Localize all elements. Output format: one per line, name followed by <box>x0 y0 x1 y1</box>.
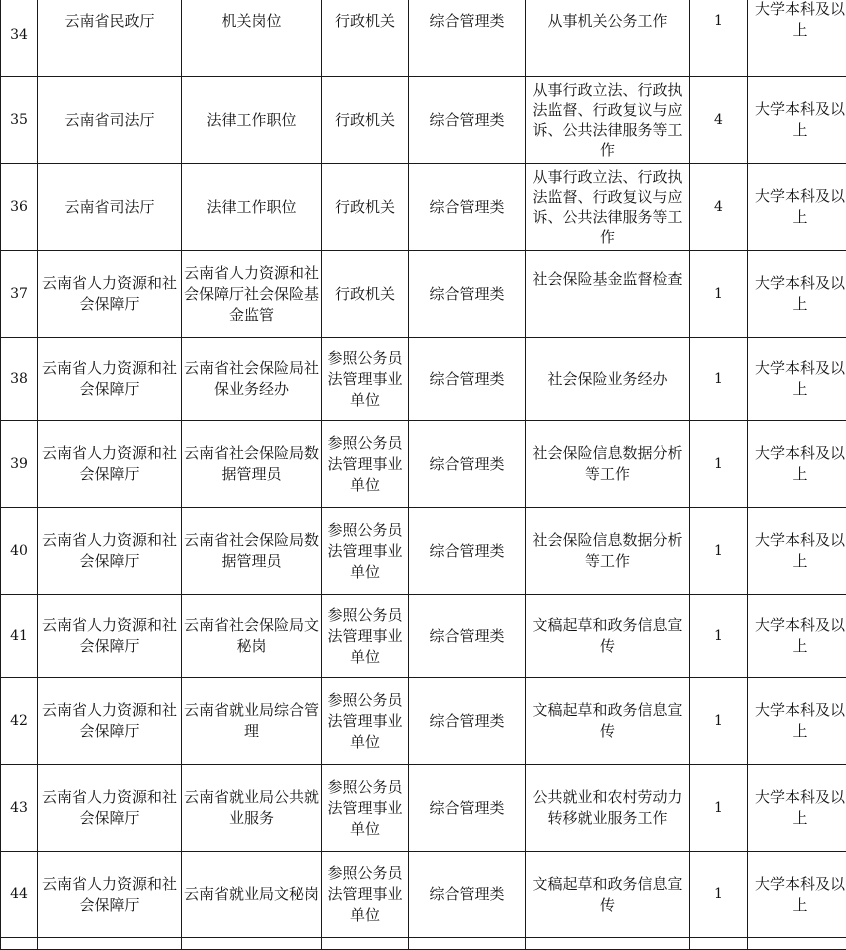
table-row <box>1 251 846 338</box>
department: 云南省司法厅 <box>38 164 182 251</box>
hiring-count: 1 <box>690 765 748 852</box>
organization-type: 行政机关 <box>322 0 409 77</box>
education-requirement: 大学本科及以上 <box>748 678 846 765</box>
department: 云南省人力资源和社会保障厅 <box>38 765 182 852</box>
position-category: 综合管理类 <box>409 678 526 765</box>
position-name: 云南省就业局文秘岗 <box>182 852 322 938</box>
department: 云南省人力资源和社会保障厅 <box>38 678 182 765</box>
position-name: 机关岗位 <box>182 0 322 77</box>
row-number: 40 <box>1 508 38 595</box>
hiring-count: 1 <box>690 0 748 77</box>
position-name: 云南省就业局公共就业服务 <box>182 765 322 852</box>
row-number: 43 <box>1 765 38 852</box>
department: 云南省人力资源和社会保障厅 <box>38 421 182 508</box>
table-row <box>1 678 846 765</box>
empty-cell <box>526 938 690 950</box>
position-name: 云南省就业局综合管理 <box>182 678 322 765</box>
hiring-count: 4 <box>690 77 748 164</box>
row-number: 42 <box>1 678 38 765</box>
position-category: 综合管理类 <box>409 508 526 595</box>
row-number: 34 <box>1 0 38 77</box>
education-requirement: 大学本科及以上 <box>748 338 846 421</box>
education-requirement: 大学本科及以上 <box>748 251 846 338</box>
position-name: 云南省社会保险局数据管理员 <box>182 421 322 508</box>
education-requirement: 大学本科及以上 <box>748 421 846 508</box>
education-requirement: 大学本科及以上 <box>748 0 846 77</box>
education-requirement: 大学本科及以上 <box>748 164 846 251</box>
job-description: 文稿起草和政务信息宣传 <box>526 678 690 765</box>
department: 云南省人力资源和社会保障厅 <box>38 338 182 421</box>
job-description: 公共就业和农村劳动力转移就业服务工作 <box>526 765 690 852</box>
table-row-partial <box>1 938 846 950</box>
organization-type: 参照公务员法管理事业单位 <box>322 421 409 508</box>
hiring-count: 1 <box>690 595 748 678</box>
empty-cell <box>322 938 409 950</box>
table-row <box>1 338 846 421</box>
empty-cell <box>748 938 846 950</box>
hiring-count: 1 <box>690 338 748 421</box>
table-row <box>1 77 846 164</box>
job-description: 社会保险基金监督检查 <box>526 251 690 338</box>
organization-type: 参照公务员法管理事业单位 <box>322 852 409 938</box>
job-description: 文稿起草和政务信息宣传 <box>526 852 690 938</box>
empty-cell <box>409 938 526 950</box>
organization-type: 参照公务员法管理事业单位 <box>322 338 409 421</box>
row-number: 41 <box>1 595 38 678</box>
organization-type: 行政机关 <box>322 77 409 164</box>
organization-type: 行政机关 <box>322 251 409 338</box>
organization-type: 参照公务员法管理事业单位 <box>322 508 409 595</box>
position-name: 法律工作职位 <box>182 77 322 164</box>
organization-type: 参照公务员法管理事业单位 <box>322 595 409 678</box>
position-name: 云南省社会保险局社保业务经办 <box>182 338 322 421</box>
education-requirement: 大学本科及以上 <box>748 77 846 164</box>
hiring-count: 1 <box>690 508 748 595</box>
department: 云南省司法厅 <box>38 77 182 164</box>
position-category: 综合管理类 <box>409 251 526 338</box>
job-description: 从事行政立法、行政执法监督、行政复议与应诉、公共法律服务等工作 <box>526 164 690 251</box>
empty-cell <box>1 938 38 950</box>
job-description: 社会保险业务经办 <box>526 338 690 421</box>
hiring-count: 1 <box>690 678 748 765</box>
position-category: 综合管理类 <box>409 852 526 938</box>
row-number: 39 <box>1 421 38 508</box>
table-row <box>1 421 846 508</box>
position-name: 法律工作职位 <box>182 164 322 251</box>
table-row <box>1 508 846 595</box>
position-category: 综合管理类 <box>409 421 526 508</box>
education-requirement: 大学本科及以上 <box>748 765 846 852</box>
position-name: 云南省社会保险局文秘岗 <box>182 595 322 678</box>
job-description: 文稿起草和政务信息宣传 <box>526 595 690 678</box>
education-requirement: 大学本科及以上 <box>748 508 846 595</box>
department: 云南省人力资源和社会保障厅 <box>38 251 182 338</box>
position-category: 综合管理类 <box>409 164 526 251</box>
hiring-count: 4 <box>690 164 748 251</box>
table-row <box>1 595 846 678</box>
hiring-count: 1 <box>690 852 748 938</box>
department: 云南省民政厅 <box>38 0 182 77</box>
position-category: 综合管理类 <box>409 77 526 164</box>
row-number: 35 <box>1 77 38 164</box>
table-row <box>1 164 846 251</box>
position-category: 综合管理类 <box>409 0 526 77</box>
position-category: 综合管理类 <box>409 765 526 852</box>
position-name: 云南省社会保险局数据管理员 <box>182 508 322 595</box>
department: 云南省人力资源和社会保障厅 <box>38 508 182 595</box>
position-name: 云南省人力资源和社会保障厅社会保险基金监管 <box>182 251 322 338</box>
row-number: 36 <box>1 164 38 251</box>
empty-cell <box>182 938 322 950</box>
department: 云南省人力资源和社会保障厅 <box>38 852 182 938</box>
empty-cell <box>38 938 182 950</box>
position-category: 综合管理类 <box>409 338 526 421</box>
department: 云南省人力资源和社会保障厅 <box>38 595 182 678</box>
job-description: 社会保险信息数据分析等工作 <box>526 508 690 595</box>
organization-type: 参照公务员法管理事业单位 <box>322 765 409 852</box>
organization-type: 行政机关 <box>322 164 409 251</box>
hiring-count: 1 <box>690 251 748 338</box>
table-row <box>1 765 846 852</box>
row-number: 44 <box>1 852 38 938</box>
organization-type: 参照公务员法管理事业单位 <box>322 678 409 765</box>
position-category: 综合管理类 <box>409 595 526 678</box>
table-row <box>1 0 846 77</box>
job-description: 社会保险信息数据分析等工作 <box>526 421 690 508</box>
row-number: 37 <box>1 251 38 338</box>
education-requirement: 大学本科及以上 <box>748 595 846 678</box>
table-row <box>1 852 846 938</box>
job-description: 从事行政立法、行政执法监督、行政复议与应诉、公共法律服务等工作 <box>526 77 690 164</box>
row-number: 38 <box>1 338 38 421</box>
empty-cell <box>690 938 748 950</box>
education-requirement: 大学本科及以上 <box>748 852 846 938</box>
job-description: 从事机关公务工作 <box>526 0 690 77</box>
hiring-count: 1 <box>690 421 748 508</box>
